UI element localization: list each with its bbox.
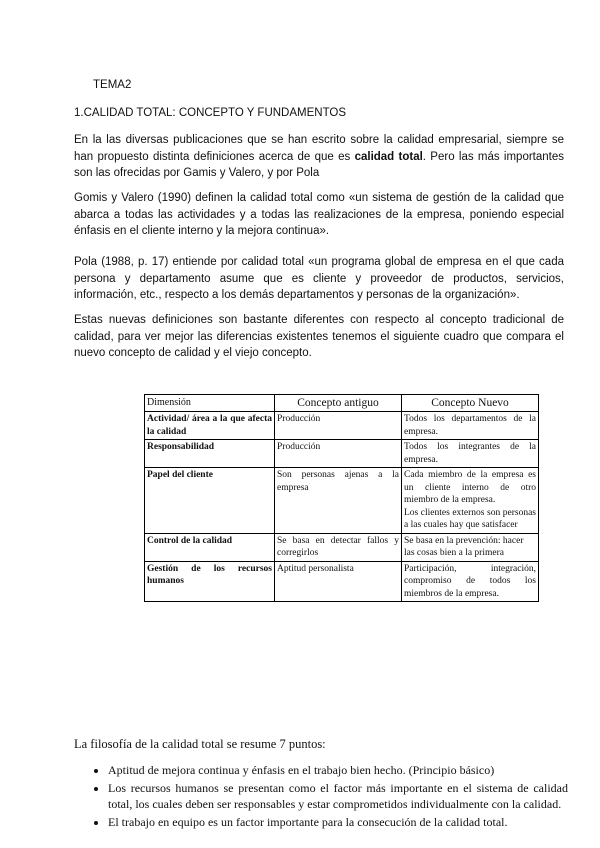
dimension-cell: Gestión de los recursos humanos [145,561,275,602]
new-concept-line: Los clientes externos son personas a las cuales hay que satisfacer [404,507,536,530]
header-old-concept: Concepto antiguo [275,395,402,412]
new-concept-cell: Participación, integración, compromiso de todos los miembros de la empresa. [402,561,539,602]
old-concept-cell: Se basa en detectar fallos y corregirlos [275,533,402,561]
table-row [145,440,539,468]
header-dimension: Dimensión [145,395,275,412]
list-item: • Los recursos humanos se presentan como el factor más importante en el sistema de calidad total, los cuales deben ser responsables y estar comprometidos individualmente con la calidad. [108,780,568,812]
intro-paragraph [74,132,564,182]
dimension-cell: Papel del cliente [145,468,275,534]
new-concept-cell [402,468,539,534]
old-concept-cell: Producción [275,440,402,468]
section-heading: 1.CALIDAD TOTAL: CONCEPTO Y FUNDAMENTOS [74,107,347,119]
table-row [145,561,539,602]
dimension-cell: Responsabilidad [145,440,275,468]
old-concept-cell: Producción [275,412,402,440]
new-concept-cell: Se basa en la prevención: hacer las cosas bien a la primera [402,533,539,561]
intro-text-before: En la las diversas publicaciones que se han escrito sobre la calidad empresarial, siempre se han propuesto distinta definiciones acerca de que es [74,134,564,163]
gomis-valero-paragraph: Gomis y Valero (1990) definen la calidad total como «un sistema de gestión de la calidad que abarca a todas las actividades y a todas las realizaciones de la empresa, poniendo especial énfasis en el cliente interno y la mejora continua». [74,192,564,237]
list-item: • El trabajo en equipo es un factor importante para la consecución de la calidad total. [108,814,568,830]
points-list [74,762,568,832]
dimension-cell: Actividad/ área a la que afecta la calidad [145,412,275,440]
document-title: TEMA2 [93,79,132,91]
intro-bold-term: calidad total [354,150,423,163]
old-concept-cell: Son personas ajenas a la empresa [275,468,402,534]
header-new-concept: Concepto Nuevo [402,395,539,412]
summary-sentence: La filosofía de la calidad total se resume 7 puntos: [74,737,326,751]
intro-text-after: . Pero las más importantes son las ofrecidas por Gamis y Valero, y por Pola [74,150,565,179]
table-header-row [145,395,539,412]
table-row [145,468,539,534]
comparison-table [144,394,539,602]
old-concept-cell: Aptitud personalista [275,561,402,602]
pola-paragraph: Pola (1988, p. 17) entiende por calidad total «un programa global de empresa en el que cada persona y departamento asume que es cliente y proveedor de productos, servicios, información, etc., respecto a los demás departamentos y personas de la organización». [74,256,564,301]
dimension-cell: Control de la calidad [145,533,275,561]
table-row [145,412,539,440]
new-concept-cell: Todos los integrantes de la empresa. [402,440,539,468]
comparison-intro-paragraph: Estas nuevas definiciones son bastante diferentes con respecto al concepto tradicional de calidad, para ver mejor las diferencias existentes tenemos el siguiente cuadro que compara el nuevo concepto de calidad y el viejo concepto. [74,314,564,359]
new-concept-cell: Todos los departamentos de la empresa. [402,412,539,440]
list-item: • Aptitud de mejora continua y énfasis en el trabajo bien hecho. (Principio básico) [108,762,568,778]
table-row [145,533,539,561]
new-concept-line: Cada miembro de la empresa es un cliente interno de otro miembro de la empresa. [404,470,536,505]
